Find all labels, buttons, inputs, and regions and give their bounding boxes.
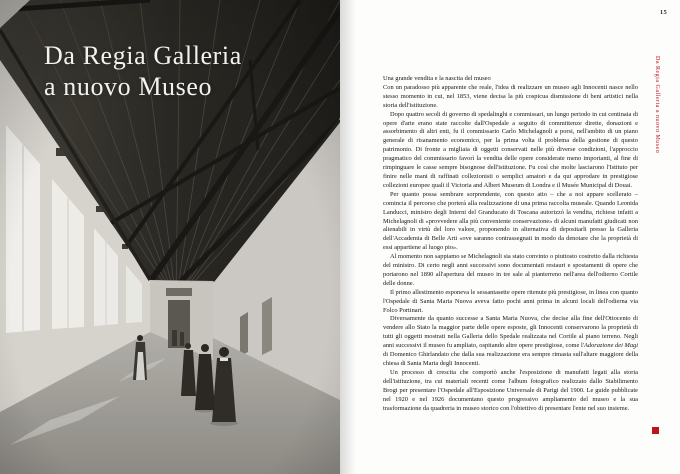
chapter-title-line1: Da Regia Galleria — [44, 41, 242, 70]
text-run: di Domenico Ghirlandaio che dalla sua realizzazione era sempre rimasta sull'altare maggiore della chiesa di Santa Maria degli Innocenti. — [383, 351, 638, 367]
red-square-marker — [652, 427, 659, 434]
text-run: Diversamente da quanto successe a Santa Maria Nuova, che decise alla fine dell'Ottocento di vendere allo Stato la maggior parte delle opere esposte, gli Innocenti conservarono la proprietà di tutti gli oggetti mostrati nella Galleria dello Spedale realizzata nel Cortile al piano terreno. Negli anni successivi il museo fu ampliato, ospitando altre opere prestigiose, come l' — [383, 315, 638, 350]
paragraph-6 — [383, 315, 638, 368]
section-heading: Una grande vendita e la nascita del museo — [383, 75, 491, 82]
margin-running-title: Da Regia Galleria a nuovo Museo — [654, 56, 660, 154]
paragraph-4: Al momento non sappiamo se Michelagnoli sia stato convinto o piuttosto costretto dalla richiesta del ministro. Di certo negli anni successivi sono documentati restauri e spostamenti di opere che portarono nel 1890 all'apertura del museo in tre sale al pianterreno nell'area dell'odierno Cortile delle donne. — [383, 253, 638, 287]
chapter-title-line2: a nuovo Museo — [44, 72, 213, 101]
paragraph-3: Per quanto possa sembrare sorprendente, con questo atto – che a noi appare scellerato – comincia il percorso che porterà alla realizzazione di una prima raccolta museale. Quando Leonida Landucci, ministro degli Interni del Granducato di Toscana autorizzò la vendita, richiese infatti a Michelagnoli di «provvedere alla più conveniente conservazione» di alcuni manufatti giudicati non alienabili in virtù del loro valore, proponendo in alternativa di depositarli presso la Galleria dell'Accademia di Belle Arti «ove saranno contrassegnati in modo da denotare che la proprietà di essi appartiene al luogo pio». — [383, 190, 638, 252]
paragraph-2: Dopo quattro secoli di governo di spedalinghi e commissari, un lungo periodo in cui centinaia di opere d'arte erano state raccolte dall'Ospedale a seguito di committenze dirette, donazioni e assorbimento di altri enti, fu il commissario Carlo Michelagnoli a porsi, nell'ambito di un piano generale di risanamento economico, per la prima volta il problema della gestione di questo patrimonio. Di fronte a migliaia di oggetti conservati nelle più diverse condizioni, l'approccio pragmatico del commissario favorì la vendita delle opere considerate meno importanti, al fine di rimpinguare le casse sempre bisognose dell'istituzione. Fu così che molte lasciarono l'Istituto per finire nelle mani di raffinati collezionisti o semplici amatori e da qui approdare in prestigiose collezioni europee quali il Victoria and Albert Museum di Londra e il Musée Municipal di Douai. — [383, 110, 638, 189]
paragraph-1: Con un paradosso più apparente che reale, l'idea di realizzare un museo agli Innocenti nasce nello stesso momento in cui, nel 1853, viene decisa la più cospicua dismissione di beni artistici nella storia dell'istituzione. — [383, 83, 638, 109]
chapter-title — [44, 40, 242, 102]
page-number: 15 — [659, 9, 667, 16]
gutter-shadow — [340, 0, 356, 474]
italic-title-run: Adorazione dei Magi — [583, 342, 638, 350]
body-text — [383, 75, 638, 413]
paragraph-5: Il primo allestimento esponeva le sessantasette opere ritenute più prestigiose, in linea con quanto l'Ospedale di Santa Maria Nuova aveva fatto pochi anni prima in alcuni locali dell'odierna via Folco Portinari. — [383, 288, 638, 314]
paragraph-7: Un processo di crescita che comportò anche l'esposizione di manufatti legati alla storia dell'istituzione, tra cui materiali recenti come l'album fotografico realizzato dallo Stabilimento Brogi per presentare l'Ospedale all'Esposizione Universale di Parigi del 1900. Le guide pubblicate nel 1920 e nel 1926 documentano questo progressivo ampliamento del museo e la sua trasformazione da quadreria in museo storico con l'obiettivo di presentare l'ente nel suo insieme. — [383, 368, 638, 412]
right-page — [340, 0, 680, 474]
